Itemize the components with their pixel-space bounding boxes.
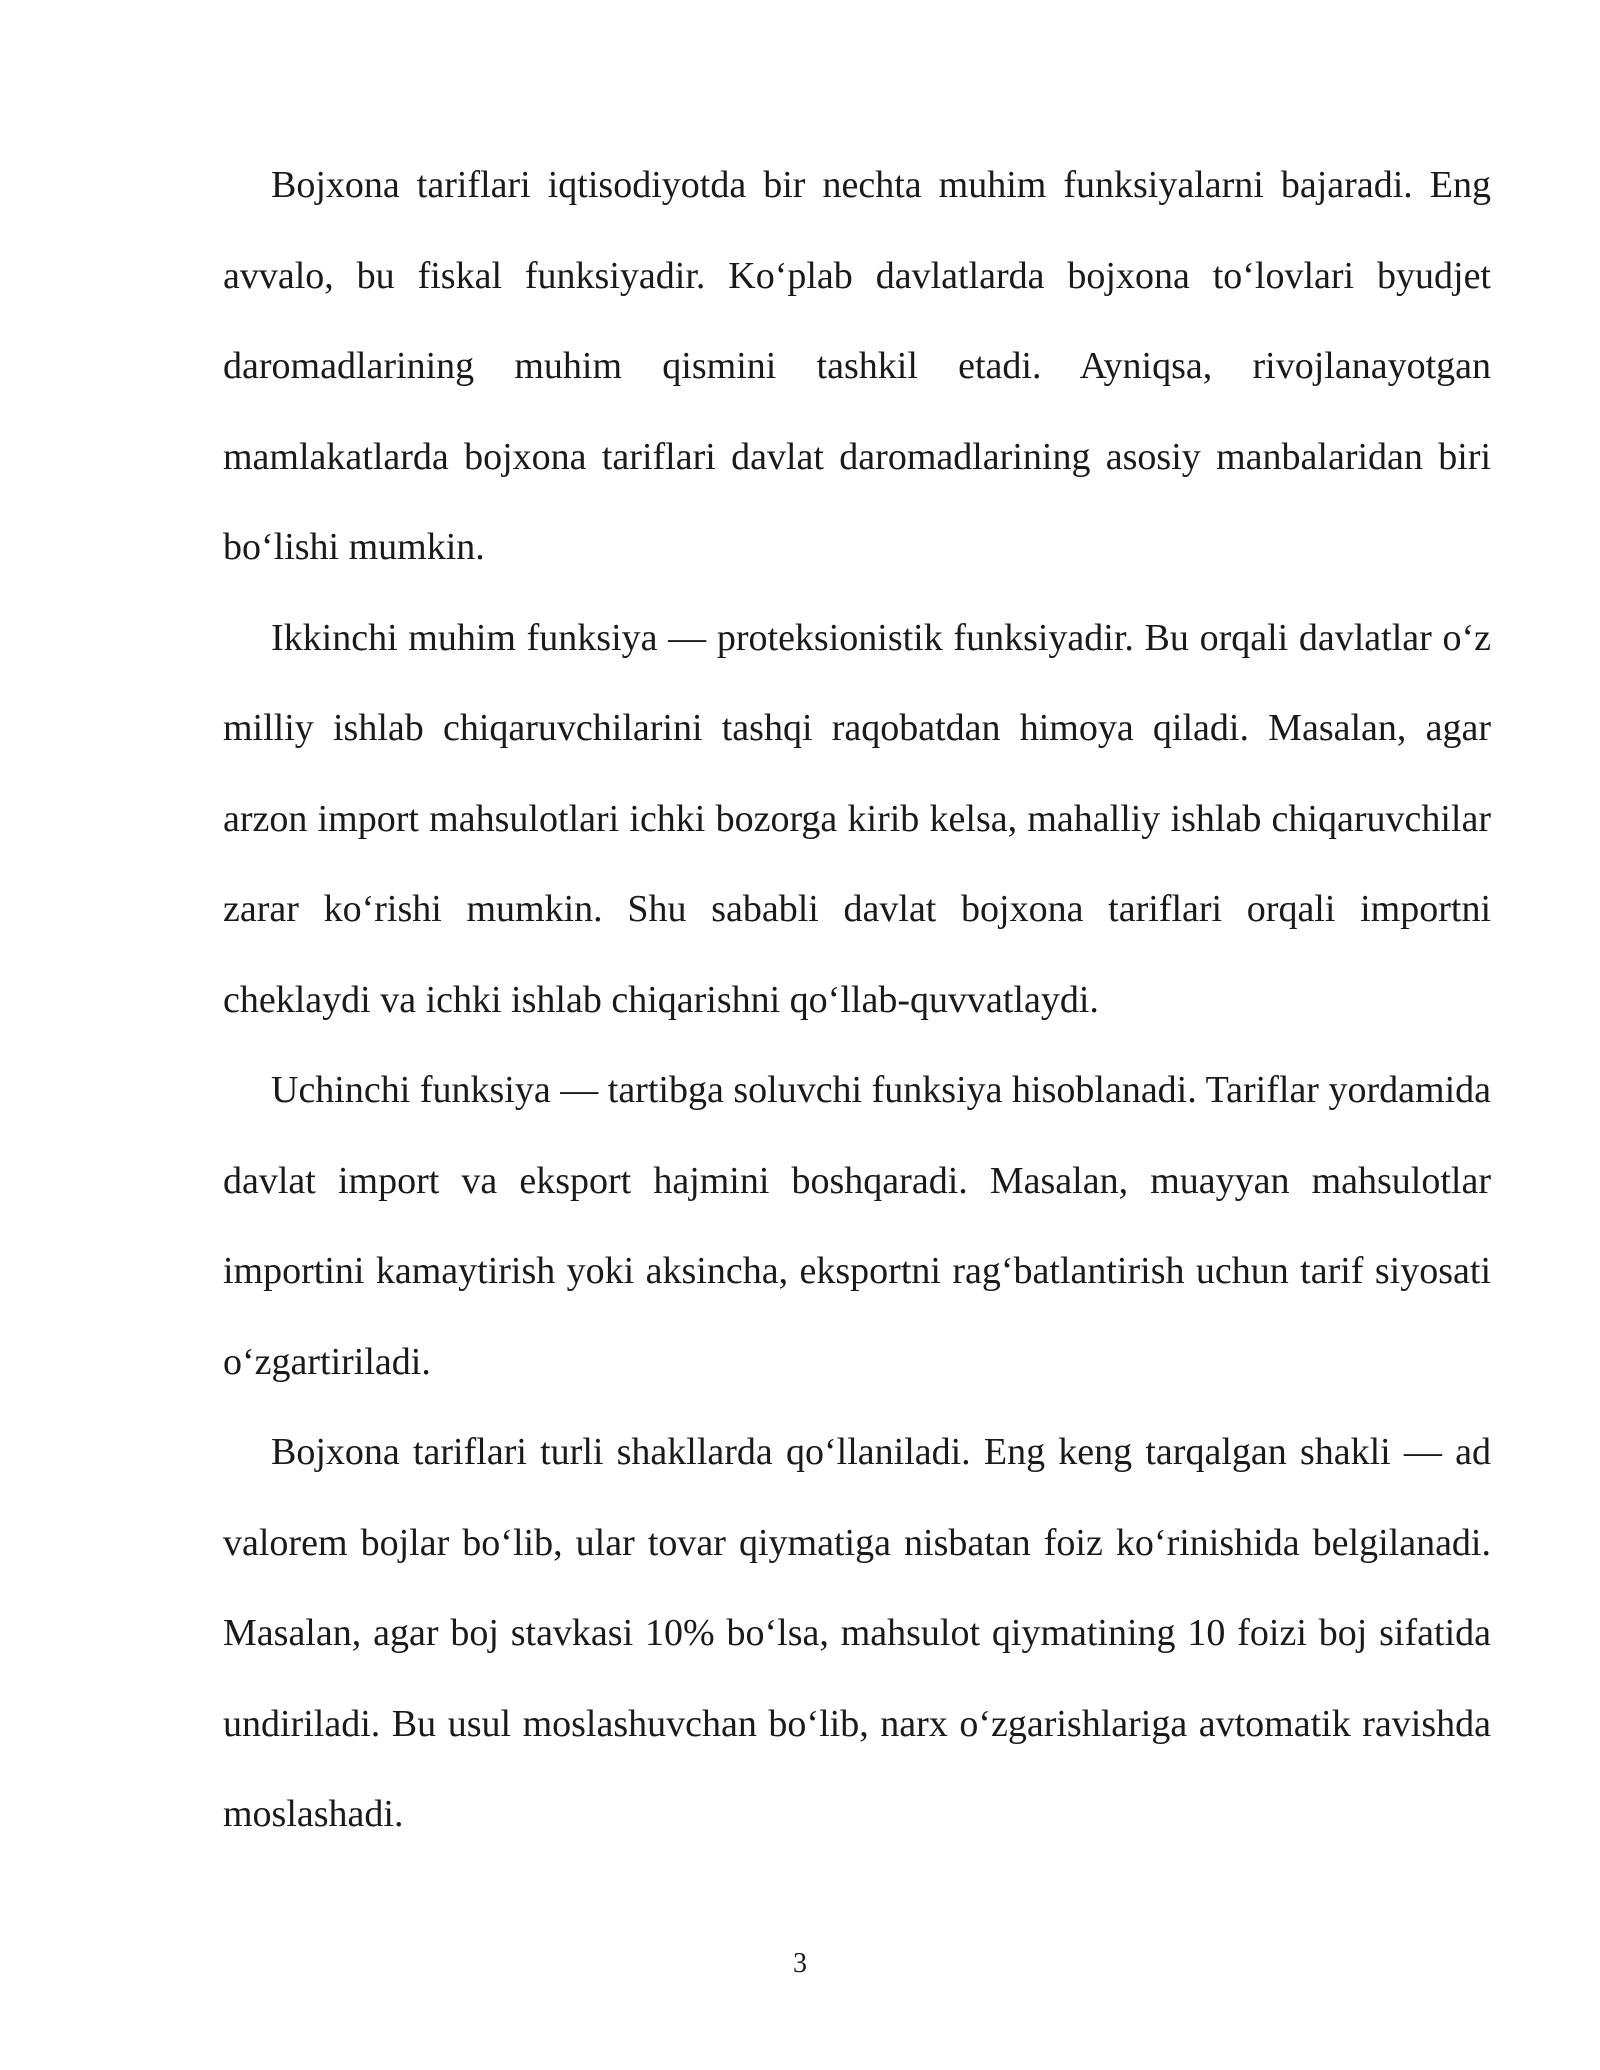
paragraph-regulatory-function: Uchinchi funksiya — tartibga soluvchi funksiya hisoblanadi. Tariflar yordamida davlat import va eksport hajmini boshqaradi. Masalan, muayyan mahsulotlar importini kamaytirish yoki aksincha, eksportni rag‘batlantirish uchun tarif siyosati o‘zgartiriladi. <box>223 1069 1491 1383</box>
document-body <box>223 140 1491 1860</box>
paragraph-tariff-forms: Bojxona tariflari turli shakllarda qo‘llaniladi. Eng keng tarqalgan shakli — ad valorem bojlar bo‘lib, ular tovar qiymatiga nisbatan foiz ko‘rinishida belgilanadi. Masalan, agar boj stavkasi 10% bo‘lsa, mahsulot qiymatining 10 foizi boj sifatida undiriladi. Bu usul moslashuvchan bo‘lib, narx o‘zgarishlariga avtomatik ravishda moslashadi. <box>223 1431 1491 1835</box>
paragraph-fiscal-function: Bojxona tariflari iqtisodiyotda bir nechta muhim funksiyalarni bajaradi. Eng avvalo, bu fiskal funksiyadir. Ko‘plab davlatlarda bojxona to‘lovlari byudjet daromadlarining muhim qismini tashkil etadi. Ayniqsa, rivojlanayotgan mamlakatlarda bojxona tariflari davlat daromadlarining asosiy manbalaridan biri bo‘lishi mumkin. <box>223 164 1491 568</box>
page-number: 3 <box>793 1948 807 1979</box>
paragraph-protectionist-function: Ikkinchi muhim funksiya — proteksionistik funksiyadir. Bu orqali davlatlar o‘z milliy ishlab chiqaruvchilarini tashqi raqobatdan himoya qiladi. Masalan, agar arzon import mahsulotlari ichki bozorga kirib kelsa, mahalliy ishlab chiqaruvchilar zarar ko‘rishi mumkin. Shu sababli davlat bojxona tariflari orqali importni cheklaydi va ichki ishlab chiqarishni qo‘llab-quvvatlaydi. <box>223 616 1491 1021</box>
